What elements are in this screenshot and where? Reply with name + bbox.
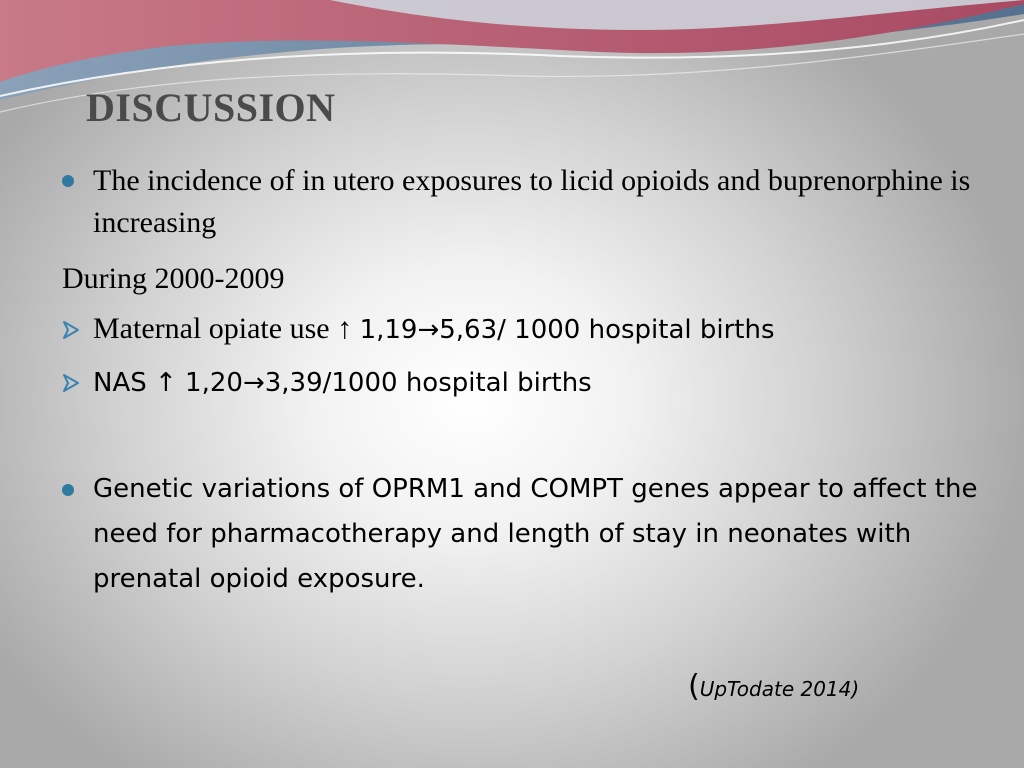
subbullet-maternal-label: Maternal opiate use ↑ <box>93 312 360 345</box>
citation-source: UpTodate 2014) <box>699 677 860 701</box>
arrow-bullet-icon <box>62 320 86 340</box>
slide-title: DISCUSSION <box>86 85 336 130</box>
circle-bullet-icon <box>62 175 74 187</box>
subbullet-maternal-value: 1,19→5,63/ 1000 hospital births <box>359 315 775 345</box>
subbullet-nas <box>62 361 982 404</box>
citation-open-paren: ( <box>688 669 700 704</box>
bullet-incidence <box>62 160 982 244</box>
circle-bullet-icon <box>62 484 74 496</box>
subbullet-maternal <box>62 308 982 351</box>
subbullet-nas-text: NAS ↑ 1,20→3,39/1000 hospital births <box>93 368 592 398</box>
period-heading: During 2000-2009 <box>62 262 285 295</box>
bullet-genetic-text: Genetic variations of OPRM1 and COMPT genes appear to affect the need for pharmacotherapy and length of stay in neonates with prenatal opioid exposure. <box>93 474 978 594</box>
bullet-incidence-text: The incidence of in utero exposures to licid opioids and buprenorphine is increasing <box>93 164 971 239</box>
arrow-bullet-icon <box>62 373 86 393</box>
bullet-genetic <box>62 467 982 602</box>
slide-content <box>62 160 982 602</box>
citation <box>688 668 859 708</box>
